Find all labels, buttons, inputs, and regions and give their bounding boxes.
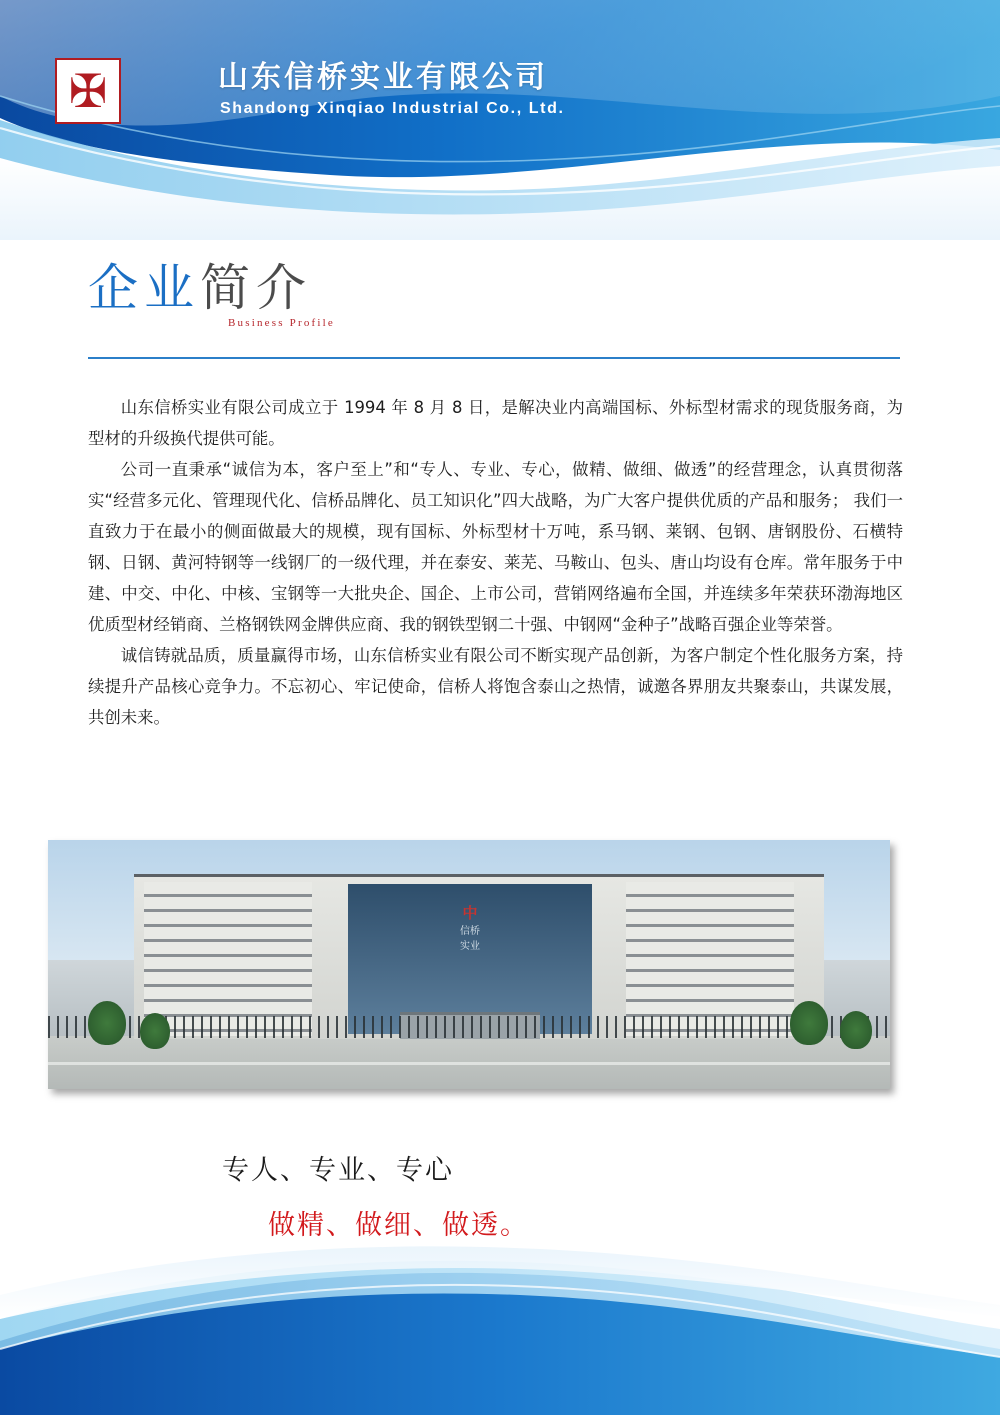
page-title-part1: 企业	[88, 259, 200, 317]
page-title	[88, 259, 335, 317]
profile-paragraph-3: 诚信铸就品质，质量赢得市场，山东信桥实业有限公司不断实现产品创新，为客户制定个性化服务方案，持续提升产品核心竞争力。不忘初心、牢记使命，信桥人将饱含泰山之热情，诚邀各界朋友共聚泰山，共谋发展，共创未来。	[88, 646, 903, 727]
profile-paragraph-1: 山东信桥实业有限公司成立于 1994 年 8 月 8 日，是解决业内高端国标、外标型材需求的现货服务商，为型材的升级换代提供可能。	[88, 398, 903, 448]
company-logo	[55, 58, 121, 124]
title-divider	[88, 357, 900, 359]
company-name-cn: 山东信桥实业有限公司	[218, 60, 548, 95]
photo-tree	[790, 1001, 828, 1045]
photo-tree	[840, 1011, 872, 1049]
slogan-line-2: 做精、做细、做透。	[268, 1210, 529, 1241]
photo-building-sign-sub: 信桥 实业	[460, 926, 480, 952]
page-title-part2: 简介	[200, 259, 312, 317]
section-title-block	[88, 259, 336, 329]
header-background-graphic	[0, 0, 1000, 240]
page-header	[0, 0, 1000, 240]
company-profile-text	[88, 392, 903, 733]
photo-tree	[88, 1001, 126, 1045]
page-title-english: Business Profile	[228, 316, 336, 329]
photo-road-line	[48, 1062, 890, 1065]
slogan-line-1: 专人、专业、专心	[222, 1155, 454, 1186]
photo-tree	[140, 1013, 170, 1049]
profile-paragraph-2: 公司一直秉承“诚信为本，客户至上”和“专人、专业、专心，做精、做细、做透”的经营理念，认真贯彻落实“经营多元化、管理现代化、信桥品牌化、员工知识化”四大战略，为广大客户提供优质的产品和服务； 我们一直致力于在最小的侧面做最大的规模，现有国标、外标型材十万吨，系马钢、莱钢、包钢、唐钢股份、石横特钢、日钢、黄河特钢等一线钢厂的一级代理，并在泰安、莱芜、马鞍山、包头、唐山均设有仓库。常年服务于中建、中交、中化、中核、宝钢等一大批央企、国企、上市公司，营销网络遍布全国，并连续多年荣获环渤海地区优质型材经销商、兰格钢铁网金牌供应商、我的钢铁型钢二十强、中钢网“金种子”战略百强企业等荣誉。	[88, 460, 903, 634]
photo-fence	[48, 1016, 890, 1038]
photo-right-wing	[626, 882, 794, 1036]
footer-background-graphic	[0, 1245, 1000, 1415]
photo-left-wing	[144, 882, 312, 1036]
xinqiao-cross-logo-icon: ✠	[68, 64, 108, 118]
office-building-photo	[48, 840, 890, 1089]
photo-building-sign-cn: 中	[462, 904, 478, 922]
company-name-en: Shandong Xinqiao Industrial Co., Ltd.	[220, 100, 565, 117]
page-footer	[0, 1245, 1000, 1415]
